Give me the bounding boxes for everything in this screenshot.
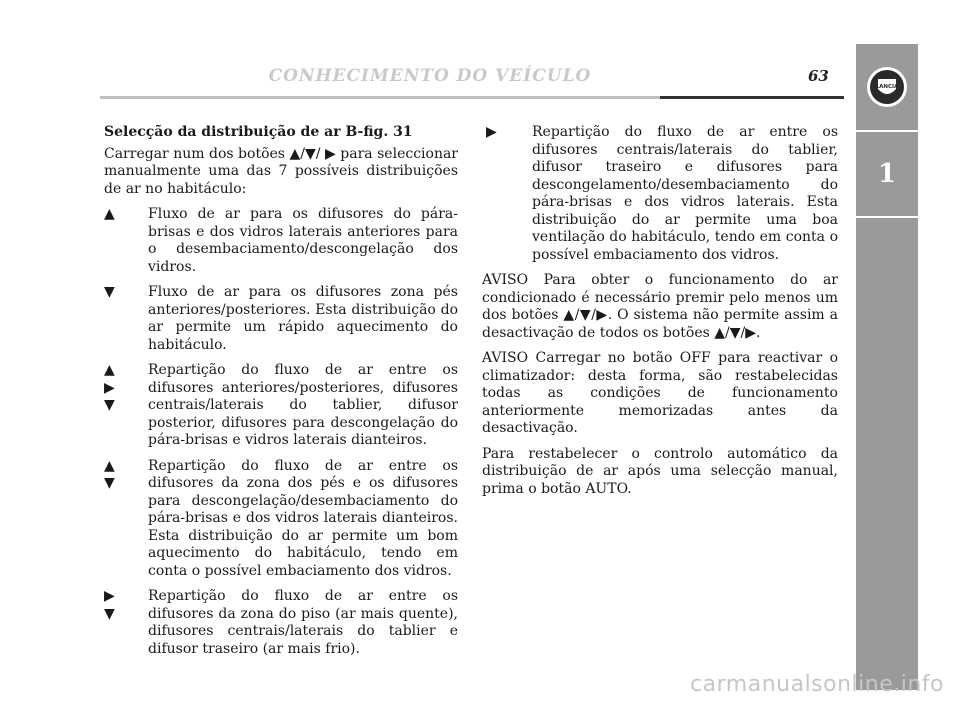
list-item-text: Fluxo de ar para os difusores zona pés anteriores/posteriores. Esta distribuição do ar permite um rápido aquecimento do habitáculo. [148, 284, 458, 353]
list-item-text: Repartição do fluxo de ar entre os difusores anteriores/posteriores, difusores centrais/laterais do tablier, difusor posterior, difusores para descongelação do pára-brisas e vidros laterais dianteiros. [148, 362, 458, 448]
chapter-sidebar [856, 44, 918, 690]
intro-paragraph: Carregar num dos botões ▲/▼/ ▶ para seleccionar manualmente uma das 7 possíveis distribuições de ar no habitáculo: [104, 145, 458, 197]
lancia-shield-icon [856, 44, 918, 130]
arrow-right-icon: ▶ [486, 124, 497, 140]
list-item [104, 458, 458, 581]
list-item [104, 362, 458, 450]
section-heading: Selecção da distribuição de ar B-fig. 31 [104, 124, 413, 140]
arrow-down-icon: ▼ [104, 397, 115, 413]
list-item [104, 284, 458, 354]
arrow-right-icon: ▶ [104, 588, 115, 604]
body-paragraph: Para restabelecer o controlo automático da distribuição de ar após uma selecção manual, prima o botão AUTO. [482, 445, 838, 497]
left-column [104, 124, 458, 666]
notice-paragraph: AVISO Para obter o funcionamento do ar condicionado é necessário premir pelo menos um dos botões ▲/▼/▶. O sistema não permite assim a desactivação de todos os botões ▲/▼/▶. [482, 272, 838, 341]
svg-text:LANCIA: LANCIA [875, 84, 899, 90]
arrow-down-icon: ▼ [104, 605, 115, 622]
arrow-up-icon: ▲ [104, 362, 115, 378]
distribution-symbols [104, 206, 148, 276]
arrow-up-icon: ▲ [104, 457, 115, 474]
distribution-symbols [104, 588, 148, 658]
list-item [482, 124, 838, 264]
distribution-symbols [104, 362, 148, 450]
arrow-down-icon: ▼ [104, 475, 115, 491]
arrow-right-icon: ▶ [104, 379, 115, 396]
notice-paragraph: AVISO Carregar no botão OFF para reactivar o climatizador: desta forma, são restabelecidas todas as condições de funcionamento anteriormente memorizadas antes da desactivação. [482, 350, 838, 436]
list-item [104, 206, 458, 276]
sidebar-divider [856, 216, 918, 218]
page-title: CONHECIMENTO DO VEÍCULO [268, 66, 592, 86]
list-item-text: Repartição do fluxo de ar entre os difusores centrais/laterais do tablier, difusor traseiro e difusores para descongelamento/desembaciamento do pára-brisas e dos vidros laterais. Esta distribuição do ar permite uma boa ventilação do habitáculo, tendo em conta o possível embaciamento dos vidros. [532, 124, 838, 263]
chapter-tab[interactable]: 1 [877, 159, 897, 189]
distribution-symbols [104, 284, 148, 354]
distribution-symbols [482, 124, 532, 264]
list-item-text: Repartição do fluxo de ar entre os difusores da zona dos pés e os difusores para descongelação/desembaciamento do pára-brisas e dos vidros laterais dianteiros. Esta distribuição do ar permite um bom aquecimento do habitáculo, tendo em conta o possível embaciamento dos vidros. [148, 457, 458, 579]
right-column [482, 124, 838, 506]
header-rule-accent [660, 96, 844, 99]
list-item [104, 588, 458, 658]
page-number: 63 [808, 67, 829, 85]
watermark: carmanualsonline.info [690, 672, 944, 697]
list-item-text: Repartição do fluxo de ar entre os difusores da zona do piso (ar mais quente), difusores centrais/laterais do tablier e difusor traseiro (ar mais frio). [148, 588, 458, 657]
distribution-symbols [104, 458, 148, 581]
arrow-down-icon: ▼ [104, 284, 115, 300]
arrow-up-icon: ▲ [104, 206, 115, 222]
list-item-text: Fluxo de ar para os difusores do pára-brisas e dos vidros laterais anteriores para o desembaciamento/descongelação dos vidros. [148, 206, 458, 275]
